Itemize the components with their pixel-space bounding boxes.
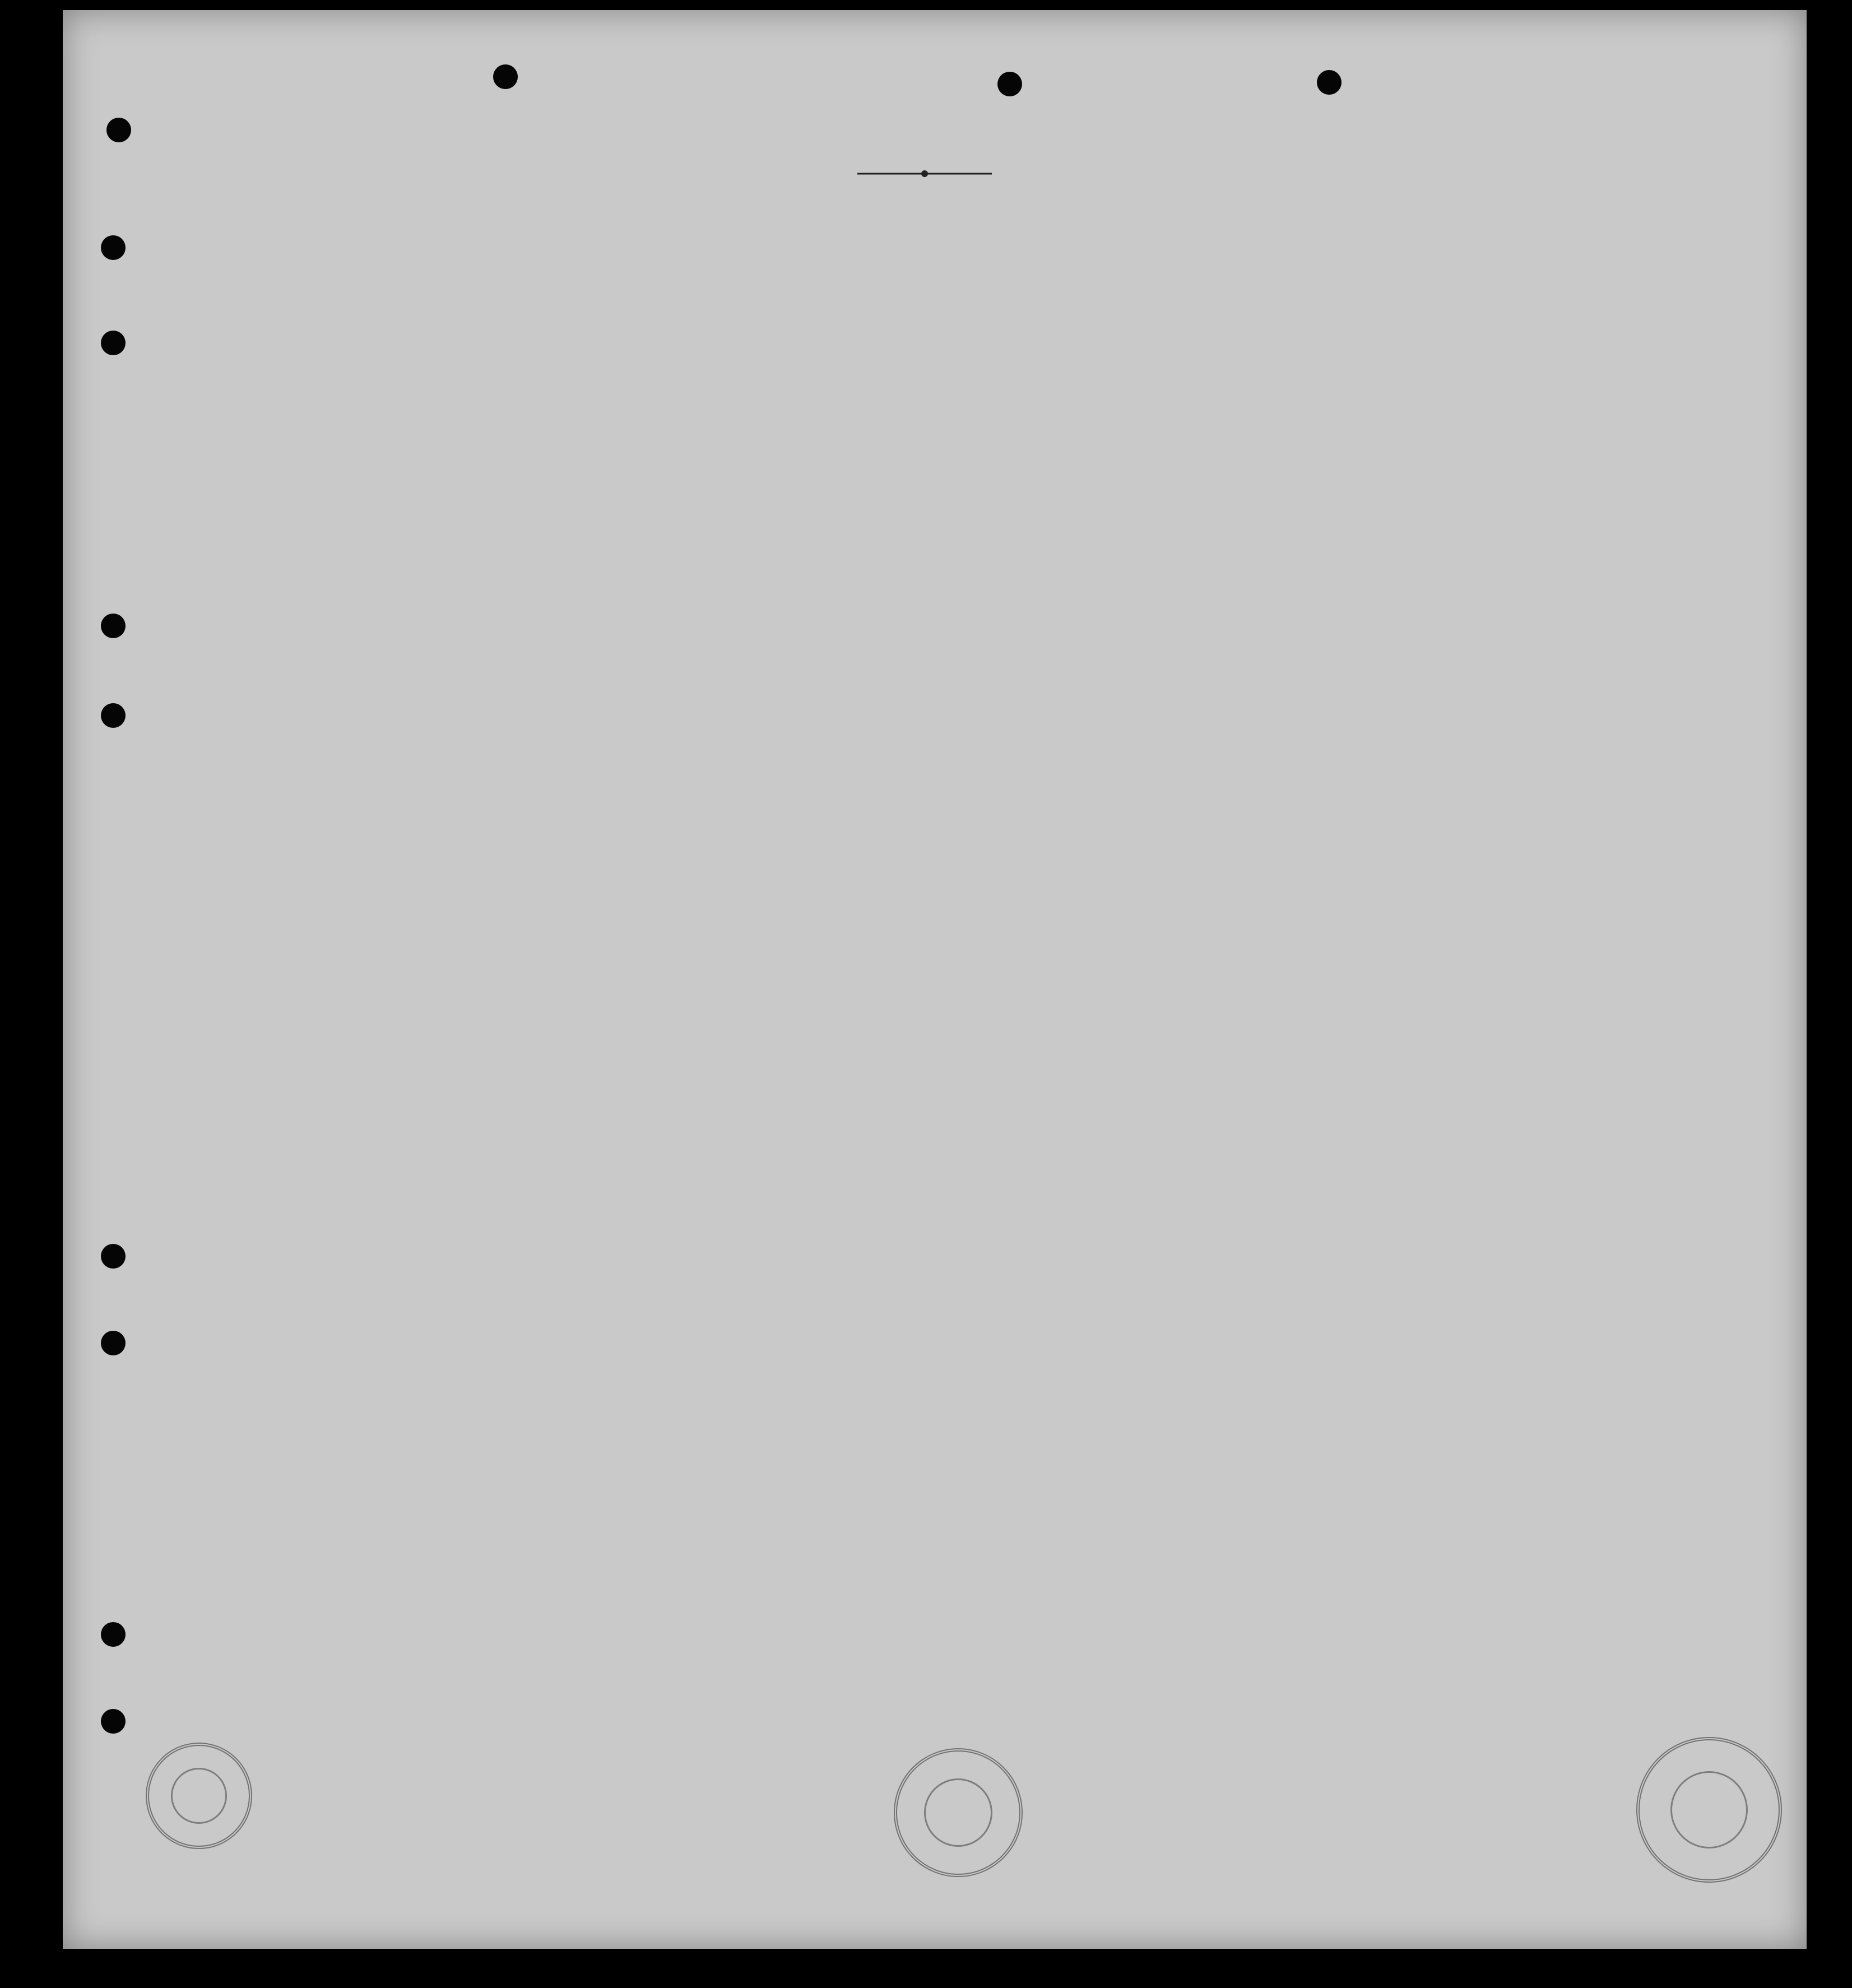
consulate-stamp bbox=[146, 1743, 252, 1849]
consulate-stamp bbox=[894, 1748, 1023, 1877]
consulate-stamp bbox=[1636, 1737, 1782, 1883]
